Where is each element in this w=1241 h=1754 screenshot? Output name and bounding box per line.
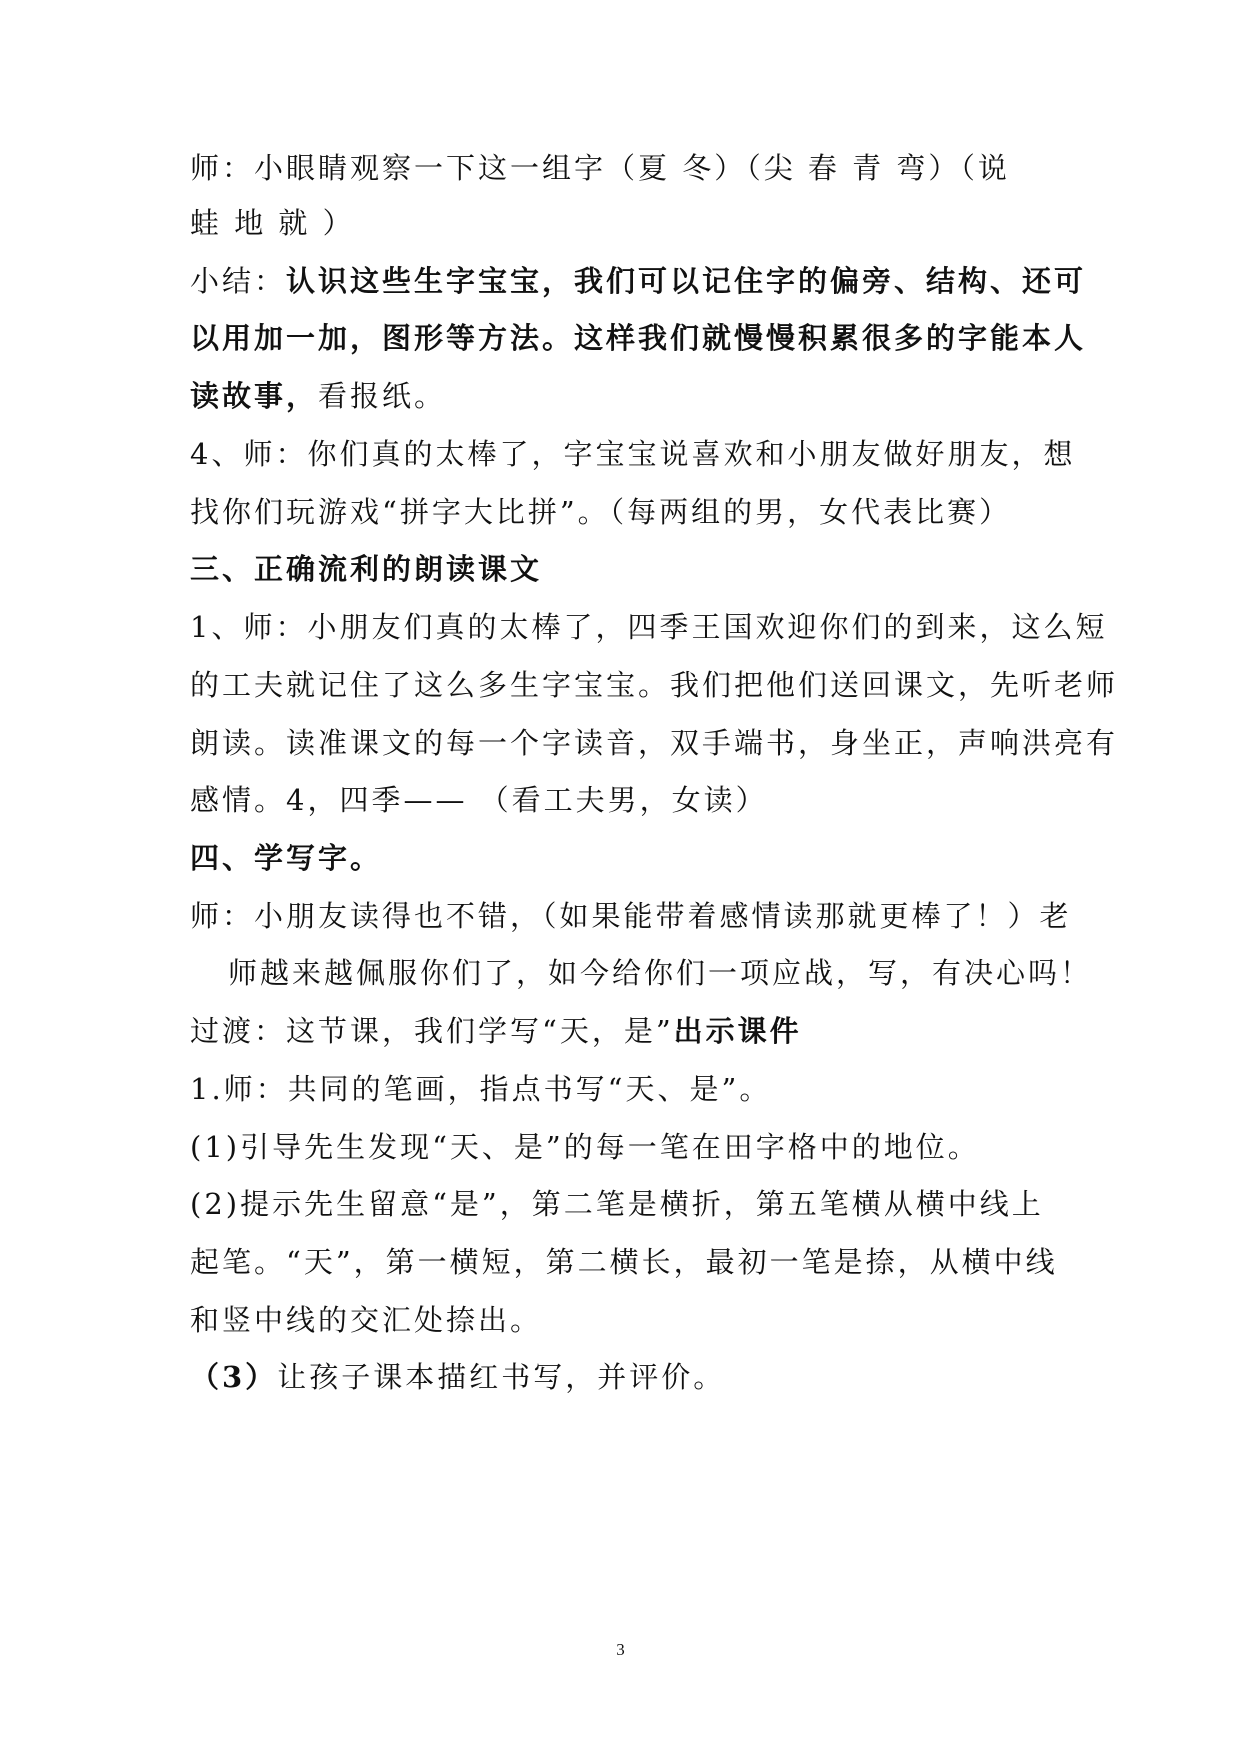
paragraph-line-1: 师：小眼睛观察一下这一组字（夏 冬）（尖 春 青 弯）（说 bbox=[190, 151, 1010, 185]
transition-line bbox=[190, 1011, 1070, 1051]
paragraph-1-line-4: 感情。4，四季—— （看工夫男，女读） bbox=[190, 783, 768, 817]
summary-label: 小结： bbox=[190, 264, 287, 298]
transition-text: 过渡：这节课，我们学写“天，是” bbox=[190, 1014, 674, 1048]
paragraph-line-4-2: 找你们玩游戏“拼字大比拼”。（每两组的男，女代表比赛） bbox=[190, 495, 1012, 529]
paragraph-1-line-2: 的工夫就记住了这么多生字宝宝。我们把他们送回课文，先听老师 bbox=[190, 668, 1119, 702]
step-1-3-line bbox=[190, 1357, 1070, 1397]
summary-line-3 bbox=[190, 376, 1070, 416]
paragraph-line-4-1: 4、师：你们真的太棒了，字宝宝说喜欢和小朋友做好朋友，想 bbox=[190, 437, 1076, 471]
step-1-line: 1.师：共同的笔画，指点书写“天、是”。 bbox=[190, 1072, 772, 1106]
page-number: 3 bbox=[616, 1640, 625, 1659]
paragraph-1-line-3: 朗读。读准课文的每一个字读音，双手端书，身坐正，声响洪亮有 bbox=[190, 726, 1119, 760]
step-1-2-line-3: 和竖中线的交汇处捺出。 bbox=[190, 1303, 543, 1337]
teacher-line-2: 师越来越佩服你们了，如今给你们一项应战，写，有决心吗！ bbox=[228, 956, 1093, 990]
step-1-1-line: (1)引导先生发现“天、是”的每一笔在田字格中的地位。 bbox=[190, 1130, 980, 1164]
section-heading-4: 四、学写字。 bbox=[190, 841, 383, 875]
step-1-2-line-1: (2)提示先生留意“是”，第二笔是横折，第五笔横从横中线上 bbox=[190, 1187, 1044, 1221]
teacher-line-1: 师：小朋友读得也不错，（如果能带着感情读那就更棒了！）老 bbox=[190, 899, 1072, 933]
summary-text-end: 看报纸。 bbox=[318, 379, 447, 413]
summary-line-1 bbox=[190, 261, 1087, 301]
step-1-3-text: 让孩子课本描红书写，并评价。 bbox=[277, 1360, 726, 1394]
paragraph-1-line-1: 1、师：小朋友们真的太棒了，四季王国欢迎你们的到来，这么短 bbox=[190, 610, 1108, 644]
summary-line-2: 以用加一加，图形等方法。这样我们就慢慢积累很多的字能本人 bbox=[190, 321, 1087, 355]
paragraph-line-2: 蛙 地 就 ） bbox=[190, 206, 355, 240]
summary-text-bold-end: 读故事， bbox=[190, 379, 319, 413]
section-heading-3: 三、正确流利的朗读课文 bbox=[190, 552, 543, 586]
step-1-3-label: （3） bbox=[190, 1360, 278, 1394]
transition-bold: 出示课件 bbox=[673, 1014, 802, 1048]
step-1-2-line-2: 起笔。“天”，第一横短，第二横长，最初一笔是捺，从横中线 bbox=[190, 1245, 1058, 1279]
summary-text-bold: 认识这些生字宝宝，我们可以记住字的偏旁、结构、还可 bbox=[286, 264, 1087, 298]
